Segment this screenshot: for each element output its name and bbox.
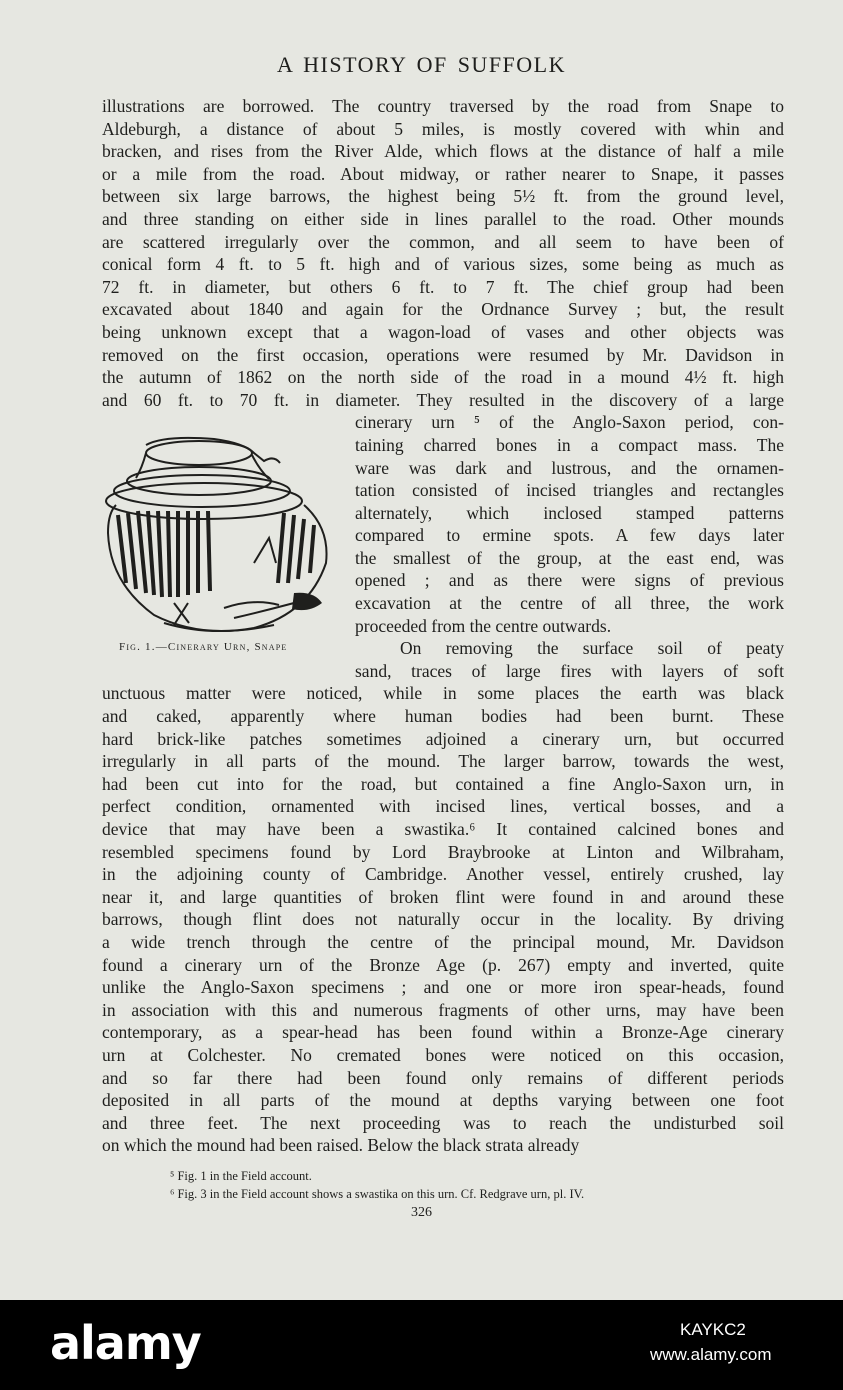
text-line: Aldeburgh, a distance of about 5 miles, is mostly covered with whin and (102, 118, 784, 139)
footnote-5: ⁵ Fig. 1 in the Field account. (170, 1169, 312, 1183)
text-line: had been cut into for the road, but contained a fine Anglo-Saxon urn, in (102, 773, 784, 794)
text-line: the autumn of 1862 on the north side of the road in a mound 4½ ft. high (102, 367, 784, 388)
text-line: perfect condition, ornamented with incised lines, vertical bosses, and a (102, 796, 784, 817)
text-line: contemporary, as a spear-head has been found within a Bronze-Age cinerary (102, 1022, 784, 1043)
text-line: tation consisted of incised triangles and rectangles (355, 480, 784, 501)
text-line: being unknown except that a wagon-load of vases and other objects was (102, 321, 784, 342)
cinerary-urn-illustration (104, 433, 330, 638)
figure-caption: Fig. 1.—Cinerary Urn, Snape (119, 641, 288, 653)
text-line: resembled specimens found by Lord Braybrooke at Linton and Wilbraham, (102, 841, 784, 862)
running-header: A HISTORY OF SUFFOLK (276, 52, 566, 77)
text-line: excavation at the centre of all three, the work (355, 593, 784, 614)
text-line: deposited in all parts of the mound at depths varying between one foot (102, 1090, 784, 1111)
text-line: are scattered irregularly over the common, and all seem to have been of (102, 231, 784, 252)
text-line: found a cinerary urn of the Bronze Age (p. 267) empty and inverted, quite (102, 954, 784, 975)
text-line: unctuous matter were noticed, while in some places the earth was black (102, 683, 784, 704)
text-line: 72 ft. in diameter, but others 6 ft. to 7 ft. The chief group had been (102, 276, 784, 297)
text-line: unlike the Anglo-Saxon specimens ; and one or more iron spear-heads, found (102, 977, 784, 998)
text-line: on which the mound had been raised. Below the black strata already (102, 1135, 580, 1156)
text-line: illustrations are borrowed. The country traversed by the road from Snape to (102, 96, 784, 116)
text-line: in the adjoining county of Cambridge. Another vessel, entirely crushed, lay (102, 864, 784, 885)
text-line: and three standing on either side in lines parallel to the road. Other mounds (102, 208, 784, 229)
text-line: device that may have been a swastika.⁶ It contained calcined bones and (102, 819, 784, 839)
footnotes (170, 1167, 584, 1203)
text-line: conical form 4 ft. to 5 ft. high and of various sizes, some being as much as (102, 254, 784, 275)
text-line: in association with this and numerous fragments of other urns, may have been (102, 999, 784, 1020)
text-line: opened ; and as there were signs of previous (355, 570, 784, 591)
alamy-logo: alamy (50, 1316, 201, 1370)
text-line: urn at Colchester. No cremated bones were noticed on this occasion, (102, 1044, 784, 1065)
text-line: bracken, and rises from the River Alde, which flows at the distance of half a mile (102, 141, 784, 162)
text-line: between six large barrows, the highest being 5½ ft. from the ground level, (102, 186, 784, 207)
text-line: ware was dark and lustrous, and the ornamen- (355, 457, 784, 478)
text-line: compared to ermine spots. A few days later (355, 525, 784, 546)
text-line: removed on the first occasion, operations were resumed by Mr. Davidson in (102, 344, 784, 365)
page-number: 326 (411, 1205, 432, 1220)
stock-url: www.alamy.com (650, 1345, 772, 1364)
text-line: taining charred bones in a compact mass. The (355, 434, 784, 455)
text-line: On removing the surface soil of peaty (400, 638, 784, 659)
image-id: KAYKC2 (680, 1320, 746, 1339)
text-line: and caked, apparently where human bodies had been burnt. These (102, 706, 784, 727)
text-line: and so far there had been found only remains of different periods (102, 1067, 784, 1088)
text-line: near it, and large quantities of broken flint were found in and around these (102, 886, 784, 907)
text-line: barrows, though flint does not naturally occur in the locality. By driving (102, 909, 784, 930)
text-line: alternately, which inclosed stamped patterns (355, 502, 784, 523)
footnote-6: ⁶ Fig. 3 in the Field account shows a swastika on this urn. Cf. Redgrave urn, pl. IV. (170, 1187, 585, 1201)
text-line: hard brick-like patches sometimes adjoined a cinerary urn, but occurred (102, 728, 784, 749)
body-text-top (102, 95, 784, 411)
text-line: excavated about 1840 and again for the Ordnance Survey ; but, the result (102, 299, 784, 320)
text-line: proceeded from the centre outwards. (355, 615, 612, 636)
body-text-bottom (102, 682, 784, 1156)
text-line: sand, traces of large fires with layers of soft (355, 660, 784, 681)
text-line: cinerary urn ⁵ of the Anglo-Saxon period, con- (355, 412, 784, 433)
text-line: irregularly in all parts of the mound. The larger barrow, towards the west, (102, 751, 784, 772)
text-line: a wide trench through the centre of the principal mound, Mr. Davidson (102, 931, 784, 952)
text-line: or a mile from the road. About midway, or rather nearer to Snape, it passes (102, 163, 784, 184)
text-line: and 60 ft. to 70 ft. in diameter. They resulted in the discovery of a large (102, 389, 784, 410)
text-line: and three feet. The next proceeding was to reach the undisturbed soil (102, 1112, 784, 1133)
text-line: the smallest of the group, at the east end, was (355, 547, 784, 568)
